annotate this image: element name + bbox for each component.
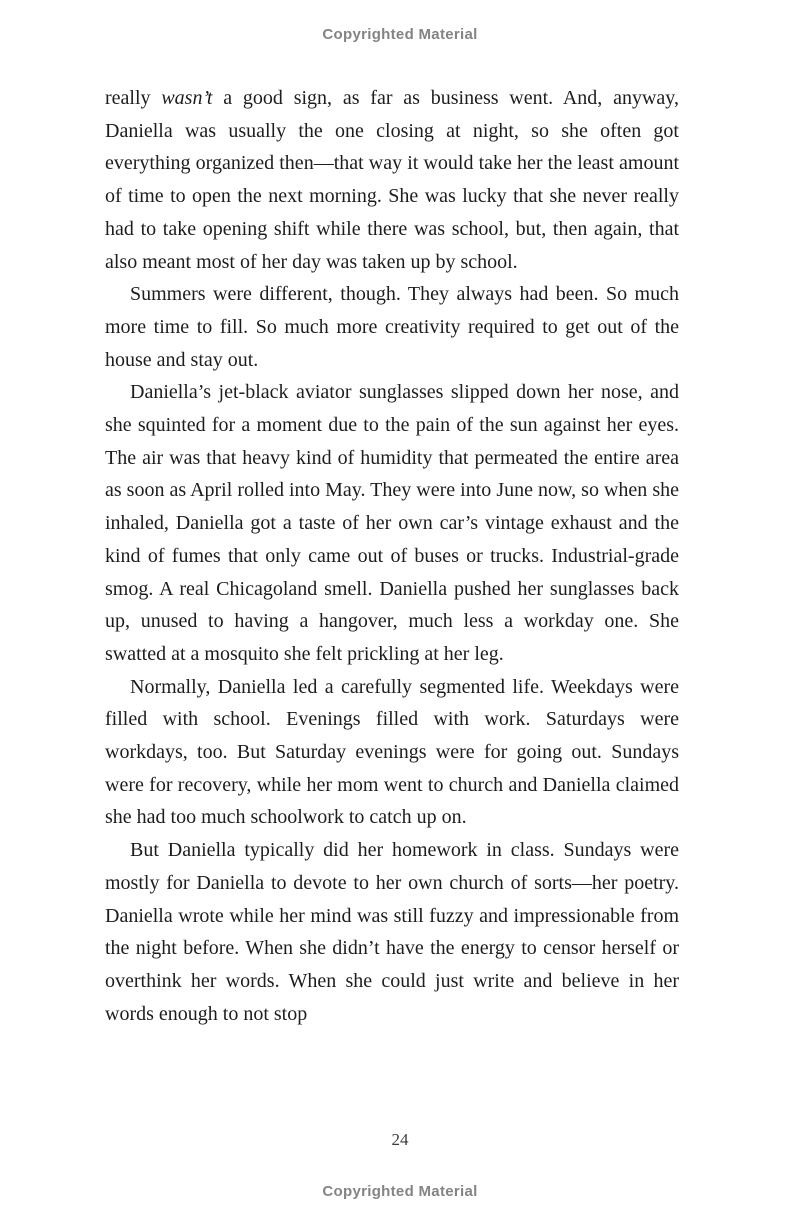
body-text-segment: Summers were different, though. They always had been. So much more time to fill. So much more creativity required to get out of the house and stay out. <box>105 283 679 371</box>
italic-text: wasn’t <box>161 87 213 109</box>
page-number: 24 <box>391 1130 409 1149</box>
copyright-notice-bottom: Copyrighted Material <box>322 1183 478 1200</box>
paragraph <box>105 671 679 835</box>
paragraph <box>105 82 679 278</box>
body-text-segment: But Daniella typically did her homework in class. Sundays were mostly for Daniella to devote to her own church of sorts—her poetry. Daniella wrote while her mind was still fuzzy and impressionable from the night before. When she didn’t have the energy to censor herself or overthink her words. When she could just write and believe in her words enough to not stop <box>105 839 679 1025</box>
body-text-segment: Daniella’s jet-black aviator sunglasses slipped down her nose, and she squinted for a moment due to the pain of the sun against her eyes. The air was that heavy kind of humidity that permeated the entire area as soon as April rolled into May. They were into June now, so when she inhaled, Daniella got a taste of her own car’s vintage exhaust and the kind of fumes that only came out of buses or trucks. Industrial-grade smog. A real Chicagoland smell. Daniella pushed her sunglasses back up, unused to having a hangover, much less a workday one. She swatted at a mosquito she felt prickling at her leg. <box>105 381 679 665</box>
body-text-segment: a good sign, as far as business went. And, anyway, Daniella was usually the one closing at night, so she often got everything organized then—that way it would take her the least amount of time to open the next morning. She was lucky that she never really had to take opening shift while there was school, but, then again, that also meant most of her day was taken up by school. <box>105 87 679 273</box>
paragraph <box>105 376 679 670</box>
body-text-segment: Normally, Daniella led a carefully segmented life. Weekdays were filled with school. Evenings filled with work. Saturdays were workdays, too. But Saturday evenings were for going out. Sundays were for recovery, while her mom went to church and Daniella claimed she had too much schoolwork to catch up on. <box>105 675 679 829</box>
body-text-segment: really <box>105 87 162 109</box>
copyright-notice-top: Copyrighted Material <box>322 26 478 43</box>
paragraph <box>105 834 679 1030</box>
paragraph <box>105 278 679 376</box>
page-body <box>105 82 679 1030</box>
